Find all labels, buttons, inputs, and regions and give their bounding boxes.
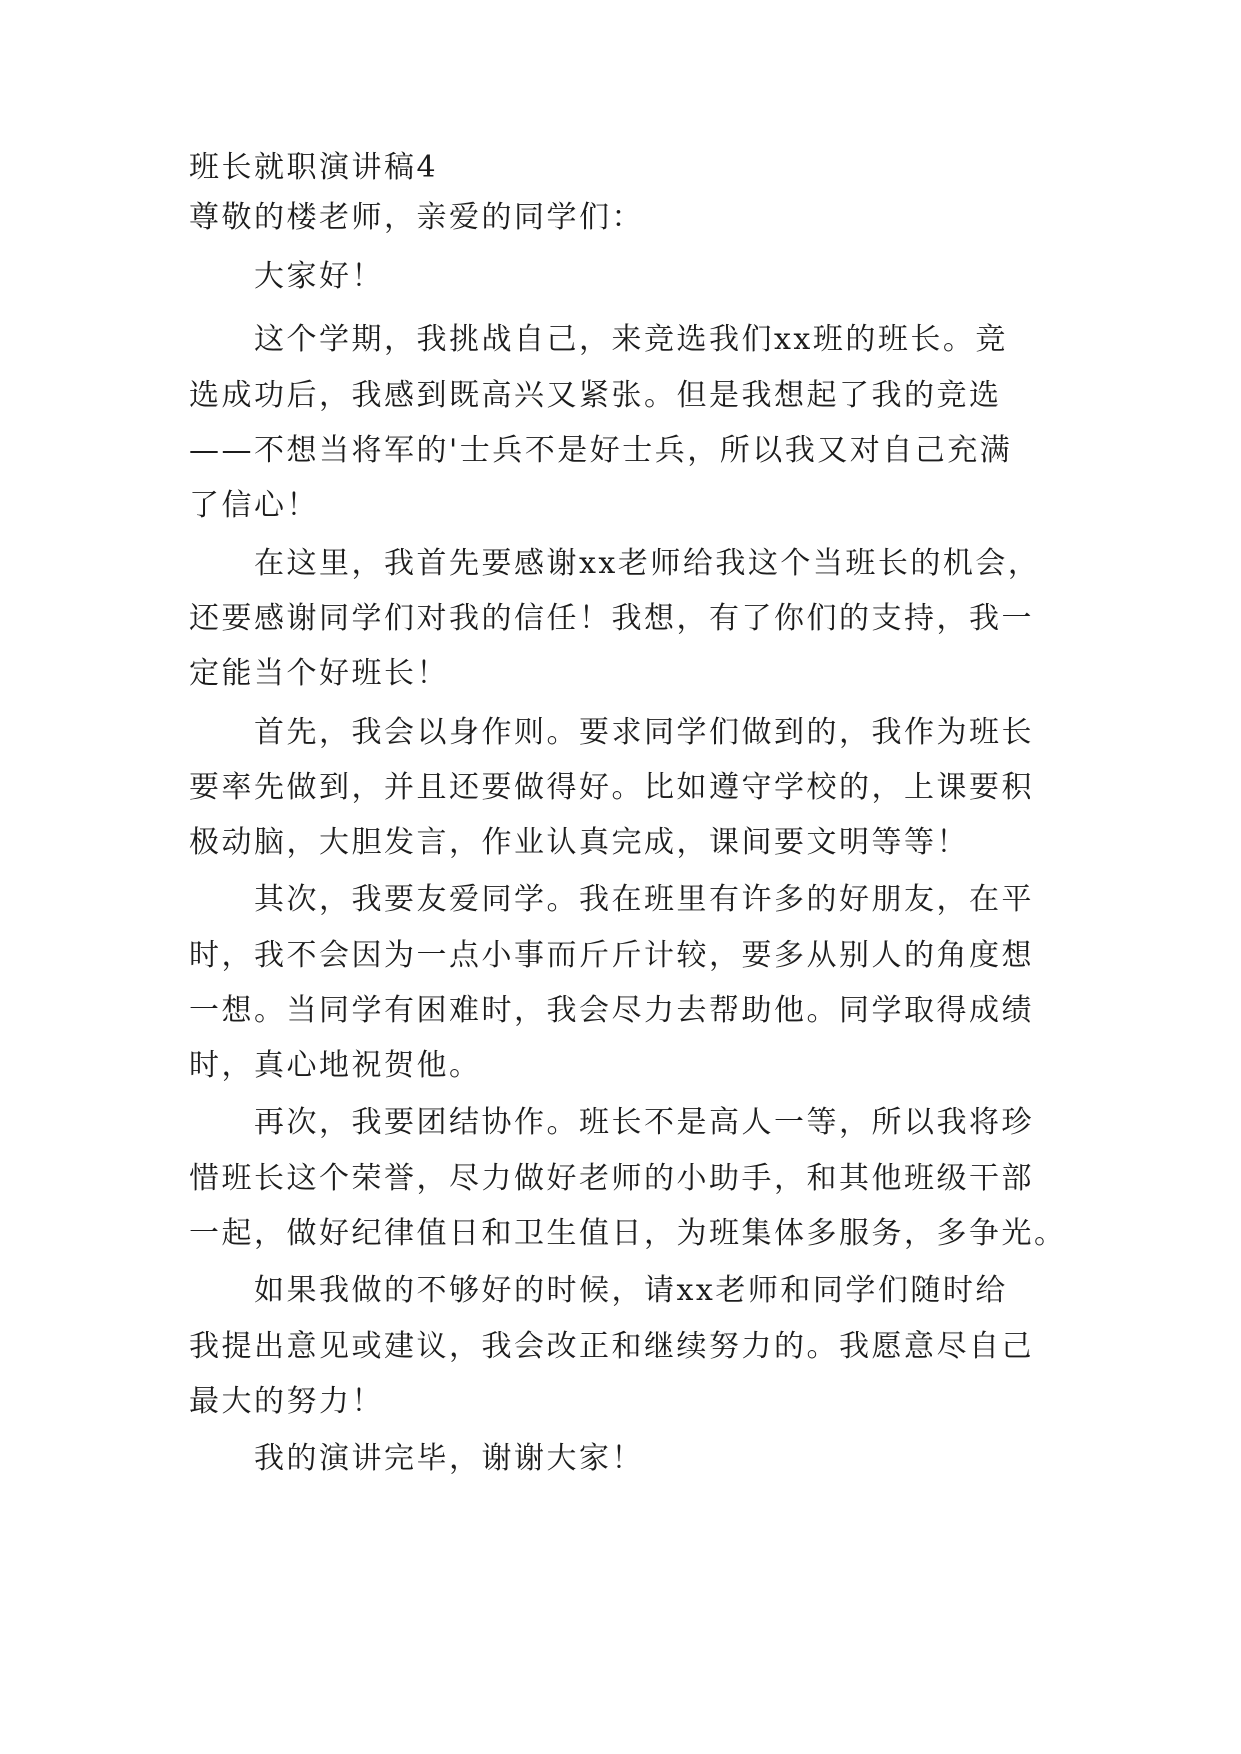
- text-line: 还要感谢同学们对我的信任！我想，有了你们的支持，我一: [189, 601, 1034, 636]
- text-line: 极动脑，大胆发言，作业认真完成，课间要文明等等！: [189, 825, 969, 860]
- text-line: 最大的努力！: [189, 1384, 384, 1419]
- text-line: 首先，我会以身作则。要求同学们做到的，我作为班长: [254, 715, 1034, 750]
- text-line: 时，我不会因为一点小事而斤斤计较，要多从别人的角度想: [189, 938, 1034, 973]
- document-title: 班长就职演讲稿4: [189, 150, 439, 185]
- text-line: 再次，我要团结协作。班长不是高人一等，所以我将珍: [254, 1105, 1034, 1140]
- text-line: ——不想当将军的'士兵不是好士兵，所以我又对自己充满: [189, 433, 1013, 468]
- text-line: 我的演讲完毕，谢谢大家！: [254, 1441, 644, 1476]
- text-line: 如果我做的不够好的时候，请xx老师和同学们随时给: [254, 1273, 1008, 1308]
- text-line: 这个学期，我挑战自己，来竞选我们xx班的班长。竞: [254, 322, 1008, 357]
- text-line: 了信心！: [189, 488, 319, 523]
- text-line: 时，真心地祝贺他。: [189, 1048, 482, 1083]
- text-line: 我提出意见或建议，我会改正和继续努力的。我愿意尽自己: [189, 1329, 1034, 1364]
- text-line: 选成功后，我感到既高兴又紧张。但是我想起了我的竞选: [189, 378, 1002, 413]
- text-line: 一想。当同学有困难时，我会尽力去帮助他。同学取得成绩: [189, 993, 1034, 1028]
- text-line: 在这里，我首先要感谢xx老师给我这个当班长的机会，: [254, 546, 1041, 581]
- salutation: 尊敬的楼老师，亲爱的同学们：: [189, 200, 644, 235]
- text-line: 要率先做到，并且还要做得好。比如遵守学校的，上课要积: [189, 770, 1034, 805]
- text-line: 定能当个好班长！: [189, 656, 449, 691]
- text-line: 大家好！: [254, 259, 384, 294]
- text-line: 一起，做好纪律值日和卫生值日，为班集体多服务，多争光。: [189, 1216, 1067, 1251]
- text-line: 惜班长这个荣誉，尽力做好老师的小助手，和其他班级干部: [189, 1161, 1034, 1196]
- text-line: 其次，我要友爱同学。我在班里有许多的好朋友，在平: [254, 882, 1034, 917]
